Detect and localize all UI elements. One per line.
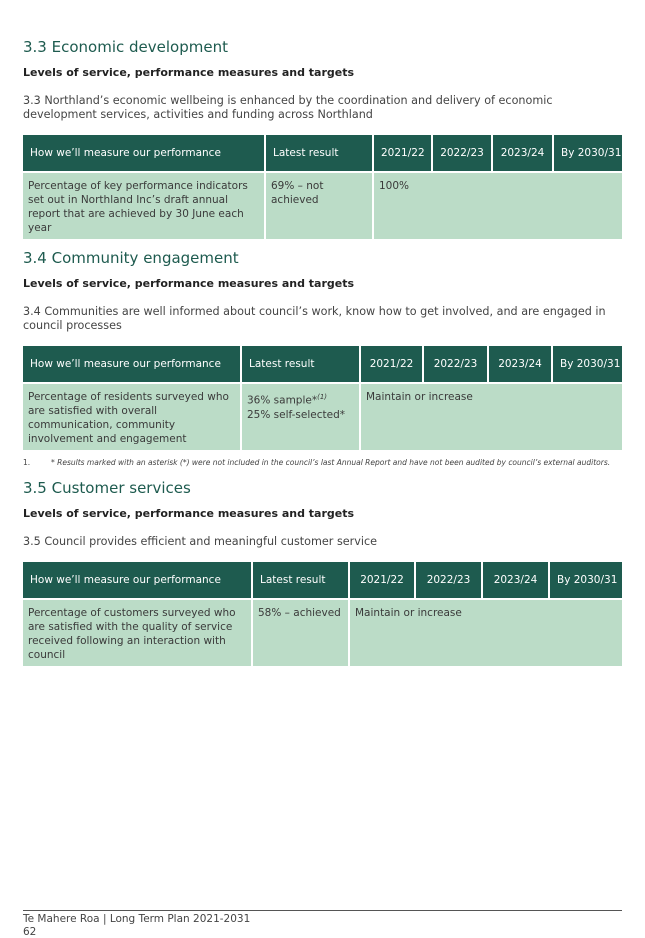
header-by-2030-31: By 2030/31 — [552, 346, 622, 383]
footer-divider — [23, 910, 622, 911]
measure-cell: Percentage of key performance indicators set out in Northland Inc’s draft annual report that are achieved by 30 June each year — [23, 172, 265, 239]
page-number: 62 — [23, 926, 37, 938]
kpi-table-customer-services — [23, 562, 622, 666]
target-cell: Maintain or increase — [349, 599, 622, 666]
header-2023-24: 2023/24 — [492, 135, 553, 172]
latest-result-cell: 58% – achieved — [252, 599, 349, 666]
target-cell: 100% — [373, 172, 622, 239]
latest-result-line1: 36% sample* — [247, 394, 318, 407]
target-cell: Maintain or increase — [360, 383, 622, 450]
header-latest-result: Latest result — [241, 346, 360, 383]
table-row — [23, 599, 622, 666]
header-by-2030-31: By 2030/31 — [549, 562, 622, 599]
footer-title: Te Mahere Roa | Long Term Plan 2021-2031 — [23, 913, 251, 925]
section-heading-community-engagement: 3.4 Community engagement — [23, 249, 239, 267]
header-2022-23: 2022/23 — [432, 135, 492, 172]
table-header-row — [23, 562, 622, 599]
section-subheading: Levels of service, performance measures and targets — [23, 507, 355, 520]
header-2021-22: 2021/22 — [360, 346, 423, 383]
section-intro: 3.3 Northland’s economic wellbeing is enhanced by the coordination and delivery of economic development services, activities and funding across Northland — [23, 94, 553, 121]
section-intro: 3.5 Council provides efficient and meaningful customer service — [23, 535, 378, 548]
header-2022-23: 2022/23 — [423, 346, 488, 383]
latest-result-cell: 69% – not achieved — [265, 172, 373, 239]
measure-cell: Percentage of residents surveyed who are satisfied with overall communication, community involvement and engagement — [23, 383, 241, 450]
table-row — [23, 383, 622, 450]
header-measure: How we’ll measure our performance — [23, 562, 252, 599]
section-heading-economic-development: 3.3 Economic development — [23, 38, 228, 56]
section-heading-customer-services: 3.5 Customer services — [23, 479, 191, 497]
section-subheading: Levels of service, performance measures and targets — [23, 66, 355, 79]
table-row — [23, 172, 622, 239]
kpi-table-community-engagement — [23, 346, 622, 450]
header-measure: How we’ll measure our performance — [23, 346, 241, 383]
footnote-text: * Results marked with an asterisk (*) were not included in the council’s last Annual Report and have not been audited by council’s external auditors. — [51, 458, 611, 467]
header-latest-result: Latest result — [252, 562, 349, 599]
table-header-row — [23, 135, 622, 172]
latest-result-cell — [241, 383, 360, 450]
footnote-number: 1. — [23, 458, 31, 467]
footnote — [23, 458, 610, 467]
header-2021-22: 2021/22 — [373, 135, 432, 172]
footnote-ref: (1) — [317, 393, 328, 401]
measure-cell: Percentage of customers surveyed who are satisfied with the quality of service received following an interaction with council — [23, 599, 252, 666]
kpi-table-economic-development — [23, 135, 622, 239]
header-latest-result: Latest result — [265, 135, 373, 172]
header-measure: How we’ll measure our performance — [23, 135, 265, 172]
section-subheading: Levels of service, performance measures and targets — [23, 277, 355, 290]
table-header-row — [23, 346, 622, 383]
header-2023-24: 2023/24 — [488, 346, 552, 383]
header-2021-22: 2021/22 — [349, 562, 415, 599]
header-by-2030-31: By 2030/31 — [553, 135, 622, 172]
header-2022-23: 2022/23 — [415, 562, 482, 599]
header-2023-24: 2023/24 — [482, 562, 549, 599]
section-intro: 3.4 Communities are well informed about council’s work, know how to get involved, and are engaged in council processes — [23, 305, 606, 332]
latest-result-line2: 25% self-selected* — [247, 408, 346, 421]
